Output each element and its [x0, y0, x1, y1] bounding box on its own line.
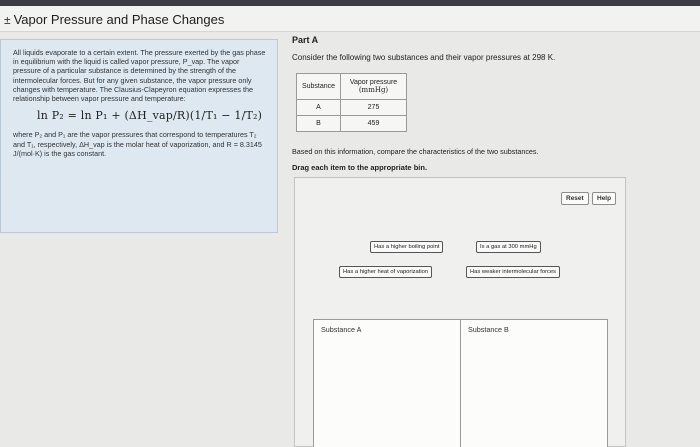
question-text: Consider the following two substances and their vapor pressures at 298 K. — [292, 53, 556, 62]
drag-item-higher-boiling-point[interactable]: Has a higher boiling point — [370, 241, 443, 253]
table-row — [297, 116, 407, 132]
page-title — [4, 12, 224, 27]
reset-button[interactable]: Reset — [561, 192, 589, 205]
table-header-row — [297, 74, 407, 100]
drag-drop-area — [294, 177, 626, 447]
bin-substance-a-label: Substance A — [321, 325, 362, 334]
plus-minus-icon[interactable]: ± — [4, 12, 11, 27]
table-cell-pressure: 275 — [341, 100, 407, 116]
based-on-text: Based on this information, compare the characteristics of the two substances. — [292, 147, 539, 156]
table-cell-pressure: 459 — [341, 116, 407, 132]
drag-instruction: Drag each item to the appropriate bin. — [292, 163, 428, 172]
drag-item-higher-heat-of-vaporization[interactable]: Has a higher heat of vaporization — [339, 266, 432, 278]
table-header-vapor-pressure — [341, 74, 407, 100]
bin-substance-a[interactable] — [313, 319, 461, 447]
header-bar — [0, 6, 700, 32]
table-cell-substance: B — [297, 116, 341, 132]
bin-substance-b-label: Substance B — [468, 325, 509, 334]
intro-paragraph-2: where P₂ and P₁ are the vapor pressures that correspond to temperatures T₂ and T₁, respectively, ΔH_vap is the molar heat of vaporization, and R = 8.3145 J/(mol·K) is the gas constant. — [13, 130, 262, 158]
intro-panel — [0, 39, 278, 233]
vapor-pressure-unit: (mmHg) — [358, 86, 389, 94]
table-row — [297, 100, 407, 116]
table-cell-substance: A — [297, 100, 341, 116]
vapor-pressure-header-label: Vapor pressure — [349, 79, 398, 86]
drag-item-weaker-intermolecular-forces[interactable]: Has weaker intermolecular forces — [466, 266, 560, 278]
page-title-text: Vapor Pressure and Phase Changes — [13, 12, 225, 27]
drag-item-gas-at-300-mmhg[interactable]: Is a gas at 300 mmHg — [476, 241, 541, 253]
intro-paragraph-1: All liquids evaporate to a certain extent. The pressure exerted by the gas phase in equilibrium with the liquid is called vapor pressure, P_vap. The vapor pressure of a particular substance is determined by the strength of the intermolecular forces. But for any given substance, the vapor pressure only changes with temperature. The Clausius-Clapeyron equation expresses the relationship between vapor pressure and temperature: — [13, 48, 266, 104]
part-label: Part A — [292, 35, 319, 45]
help-button[interactable]: Help — [592, 192, 616, 205]
table-header-substance: Substance — [297, 74, 341, 100]
bin-substance-b[interactable] — [460, 319, 608, 447]
clausius-clapeyron-equation: ln P₂ = ln P₁ + (ΔH_vap/R)(1/T₁ − 1/T₂) — [37, 109, 263, 123]
vapor-pressure-table — [296, 73, 407, 132]
